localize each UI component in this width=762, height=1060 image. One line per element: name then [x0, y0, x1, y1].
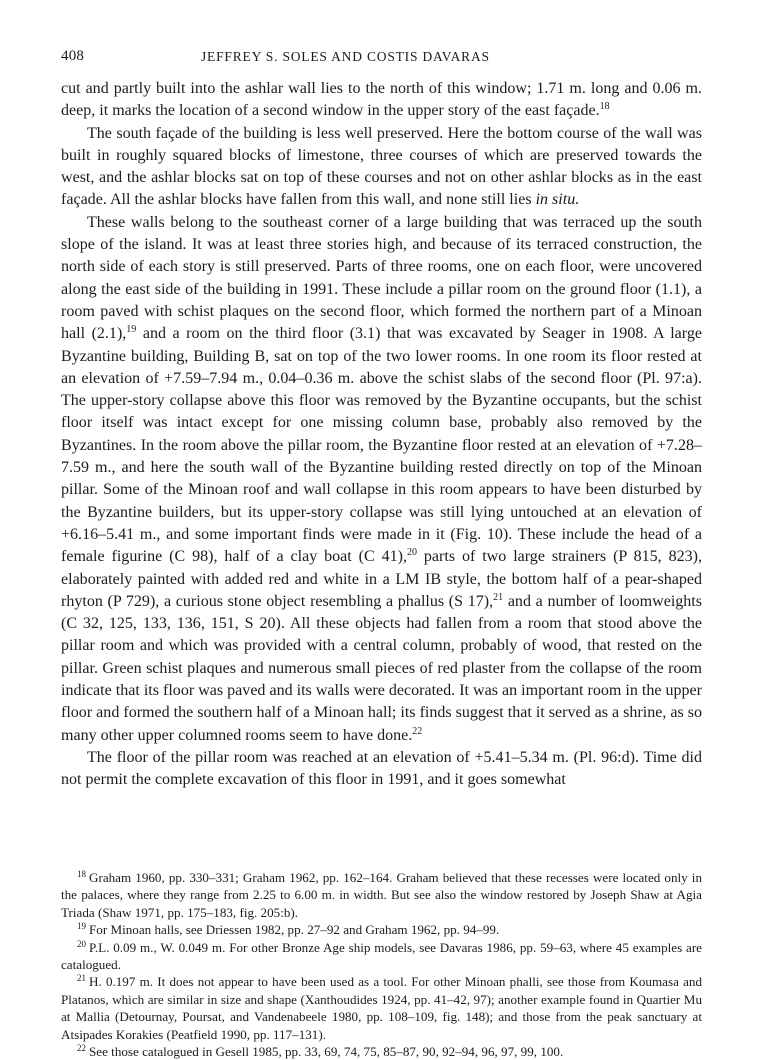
- paragraph-3-text-b: and a room on the third floor (3.1) that was excavated by Seager in 1908. A large Byzantine building, Building B, sat on top of the two lower rooms. In one room its floor rested at an elevation of +7.59–7.94 m., 0.04–0.36 m. above the schist slabs of the second floor (Pl. 97:a). The upper-story collapse above this floor was removed by the Byzantine occupants, but the schist floor itself was intact except for one missing column base, probably also removed by the Byzantines. In the room above the pillar room, the Byzantine floor rested at an elevation of +7.28–7.59 m., and here the south wall of the Byzantine building rested directly on top of the Minoan pillar. Some of the Minoan roof and wall collapse in this room appears to have been disturbed by the Byzantine builders, but its upper-story collapse was still lying untouched at an elevation of +6.16–5.41 m., and some important finds were made in it (Fig. 10). These include the head of a female figurine (C 98), half of a clay boat (C 41),: [61, 325, 702, 566]
- footnote-ref-19[interactable]: 19: [126, 324, 137, 336]
- paragraph-3-text-d: and a number of loomweights (C 32, 125, 133, 136, 151, S 20). All these objects had fallen from a room that stood above the pillar room and which was provided with a central column, probably of wood, that rested on the pillar. Green schist plaques and numerous small pieces of red plaster from the collapse of the room indicate that its floor was paved and its walls were decorated. It was an important room in the upper floor and formed the southern half of a Minoan hall; its finds suggest that it served as a shrine, as so many other upper columned rooms seem to have done.: [61, 592, 702, 744]
- footnote-ref-20[interactable]: 20: [406, 547, 417, 559]
- footnote-21: [61, 973, 702, 1043]
- paragraph-3-text-a: These walls belong to the southeast corner of a large building that was terraced up the south slope of the island. It was at least three stories high, and because of its terraced construction, the north side of each story is still preserved. Parts of three rooms, one on each floor, were uncovered along the east side of the building in 1991. These include a pillar room on the ground floor (1.1), a room paved with schist plaques on the second floor, which formed the northern part of a Minoan hall (2.1),: [61, 213, 702, 343]
- footnote-number: 18: [77, 869, 86, 879]
- footnote-number: 22: [77, 1043, 86, 1054]
- footnote-22: [61, 1043, 702, 1060]
- paragraph-4: [61, 747, 702, 792]
- paragraph-2: [61, 123, 702, 212]
- footnote-ref-21[interactable]: 21: [493, 591, 504, 603]
- footnote-number: 21: [77, 973, 86, 984]
- page-header: [61, 48, 701, 68]
- footnote-ref-22[interactable]: 22: [412, 725, 423, 737]
- paragraph-3: [61, 212, 702, 747]
- footnote-ref-18[interactable]: 18: [599, 101, 610, 113]
- paragraph-2-italic: in situ.: [535, 191, 580, 209]
- paragraph-1: [61, 78, 702, 123]
- footnote-text: Graham 1960, pp. 330–331; Graham 1962, pp. 162–164. Graham believed that these recesses were located only in the palaces, where they range from 2.25 to 6.00 m. in width. But see also the window restored by Joseph Shaw at Agia Triada (Shaw 1971, pp. 175–183, fig. 205:b).: [61, 870, 702, 920]
- body-text: [61, 78, 702, 792]
- footnote-20: [61, 939, 702, 974]
- footnote-number: 20: [77, 938, 86, 949]
- footnotes: [61, 869, 702, 1060]
- page-number: 408: [61, 48, 85, 64]
- footnote-number: 19: [77, 921, 86, 932]
- footnote-text: H. 0.197 m. It does not appear to have been used as a tool. For other Minoan phalli, see those from Koumasa and Platanos, which are similar in size and shape (Xanthoudides 1924, pp. 41–42, 97); another example found in Quartier Mu at Mallia (Detournay, Poursat, and Vandenabeele 1980, pp. 108–109, fig. 148); and those from the peak sanctuary at Atsipades Korakies (Peatfield 1990, pp. 117–131).: [61, 974, 702, 1042]
- paragraph-1-text: cut and partly built into the ashlar wall lies to the north of this window; 1.71 m. long and 0.06 m. deep, it marks the location of a second window in the upper story of the east façade.: [61, 80, 702, 120]
- paragraph-3-text-c: parts of two large strainers (P 815, 823), elaborately painted with added red and white in a LM IB style, the bottom half of a pear-shaped rhyton (P 729), a curious stone object resembling a phallus (S 17),: [61, 548, 702, 610]
- footnote-text: For Minoan halls, see Driessen 1982, pp. 27–92 and Graham 1962, pp. 94–99.: [89, 922, 500, 938]
- running-head: JEFFREY S. SOLES AND COSTIS DAVARAS: [201, 49, 490, 64]
- paragraph-2-text: The south façade of the building is less well preserved. Here the bottom course of the wall was built in roughly squared blocks of limestone, three courses of which are preserved towards the west, and the ashlar blocks sat on top of these courses and not on other ashlar blocks as in the east façade. All the ashlar blocks have fallen from this wall, and none still lies: [61, 124, 702, 209]
- footnote-text: P.L. 0.09 m., W. 0.049 m. For other Bronze Age ship models, see Davaras 1986, pp. 59–63, where 45 examples are catalogued.: [61, 939, 702, 973]
- paragraph-4-text: The floor of the pillar room was reached at an elevation of +5.41–5.34 m. (Pl. 96:d). Time did not permit the complete excavation of this floor in 1991, and it goes somewhat: [61, 748, 702, 789]
- footnote-19: [61, 921, 702, 938]
- footnote-text: See those catalogued in Gesell 1985, pp. 33, 69, 74, 75, 85–87, 90, 92–94, 96, 97, 99, 100.: [89, 1044, 564, 1060]
- footnote-18: [61, 869, 702, 921]
